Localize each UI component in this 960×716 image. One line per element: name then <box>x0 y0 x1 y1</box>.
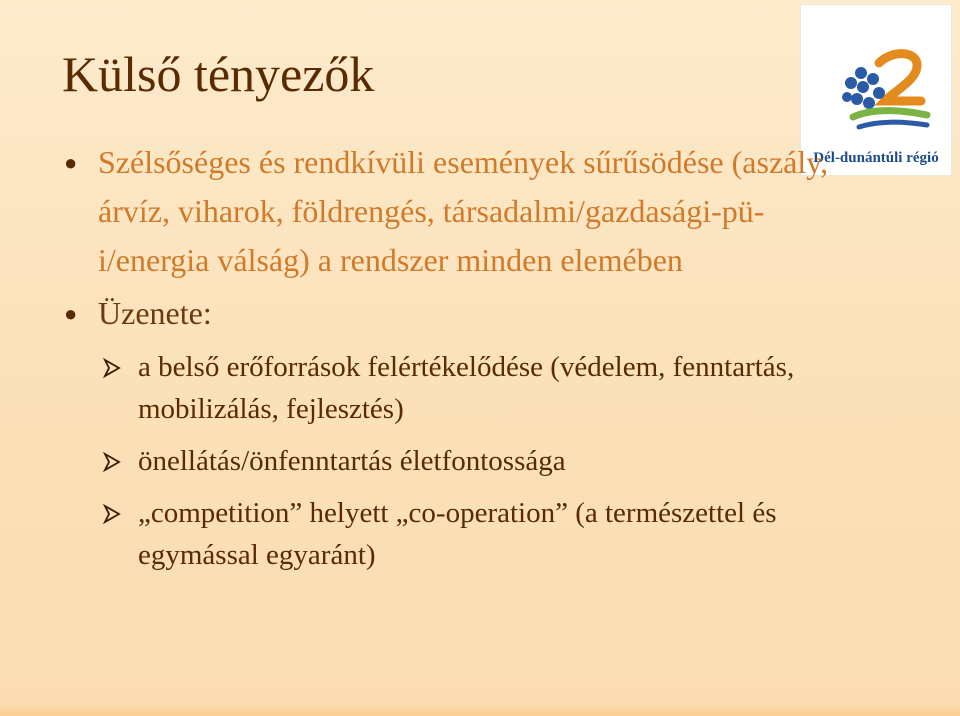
arrowhead-icon <box>102 504 122 524</box>
bullet-text: Szélsőséges és rendkívüli események sűrűsödése (aszály, árvíz, viharok, földrengés, társadalmi/gazdasági-pü-i/energia válság) a rendszer minden elemében <box>98 144 829 278</box>
sub-bullet-text: a belső erőforrások felértékelődése (védelem, fenntartás, mobilizálás, fejlesztés) <box>138 351 795 425</box>
sub-bullet-item <box>102 492 842 576</box>
sub-bullet-item <box>102 346 842 430</box>
bullet-dot-icon: ● <box>64 301 78 326</box>
arrowhead-icon <box>102 452 122 472</box>
arrowhead-icon <box>102 358 122 378</box>
bullet-item-message <box>62 289 842 338</box>
slide-title: Külső tényezők <box>62 46 375 102</box>
sub-bullet-list <box>62 346 842 576</box>
sub-bullet-text: önellátás/önfenntartás életfontossága <box>138 445 566 477</box>
logo-caption: Dél-dunántúli régió <box>813 150 939 166</box>
bullet-dot-icon: ● <box>64 150 78 175</box>
bullet-text: Üzenete: <box>98 295 212 331</box>
sub-bullet-item <box>102 440 842 482</box>
sub-bullet-text: „competition” helyett „co-operation” (a természettel és egymással egyaránt) <box>138 497 777 571</box>
region-logo-emblem-icon <box>801 5 951 145</box>
bullet-item-events <box>62 138 842 285</box>
slide-body <box>62 138 842 586</box>
bottom-bar <box>0 706 960 716</box>
